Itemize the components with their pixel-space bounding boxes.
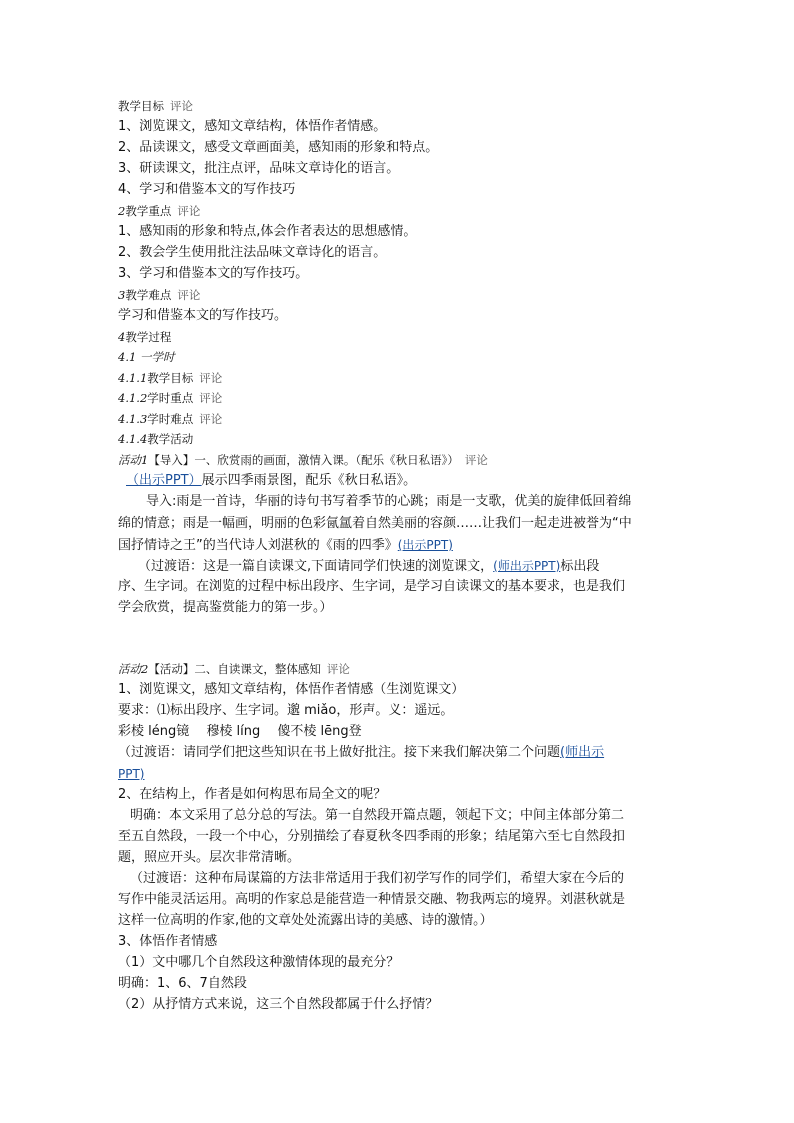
process-subitem	[118, 388, 222, 408]
paragraph-line: 2、在结构上，作者是如何构思布局全文的呢？	[118, 787, 387, 802]
comment-link[interactable]: 评论	[170, 99, 193, 113]
section-title: 教学目标	[147, 371, 194, 385]
paragraph-line: （1）文中哪几个自然段这种激情体现的最充分？	[118, 955, 400, 970]
section-title: 教学目标	[118, 99, 164, 113]
paragraph-text: 标出段	[560, 559, 600, 574]
paragraph-text: 展示四季雨景图，配乐《秋日私语》。	[201, 473, 417, 488]
section-title: 一学时	[139, 350, 175, 364]
goals-heading	[118, 96, 193, 116]
activity-label: 活动1	[118, 453, 149, 467]
comment-link[interactable]: 评论	[326, 662, 350, 676]
comment-link[interactable]: 评论	[199, 412, 223, 426]
paragraph-line	[118, 743, 604, 763]
paragraph-line: 学会欣赏，提高鉴赏能力的第一步。）	[118, 600, 333, 615]
ppt-link[interactable]: (师出示PPT)	[493, 559, 561, 573]
paragraph-line: 要求：⑴标出段序、生字词。邈 miǎo，形声。义：遥远。	[118, 703, 454, 718]
goal-item: 2、品读课文，感受文章画面美，感知雨的形象和特点。	[118, 140, 439, 155]
comment-link[interactable]: 评论	[177, 204, 201, 218]
process-subitem	[118, 368, 222, 388]
paragraph-line	[118, 535, 453, 556]
goal-item: 4、学习和借鉴本文的写作技巧	[118, 182, 296, 197]
paragraph-text: （过渡语：这是一篇自读课文,下面请同学们快速的浏览课文，	[138, 559, 494, 574]
paragraph-text: 国抒情诗之王”的当代诗人刘湛秋的《雨的四季》	[118, 538, 398, 553]
goal-item: 3、研读课文，批注点评，品味文章诗化的语言。	[118, 161, 400, 176]
key-item: 3、学习和借鉴本文的写作技巧。	[118, 266, 309, 281]
paragraph-line	[118, 764, 144, 785]
process-subitem	[118, 429, 193, 449]
key-item: 1、感知雨的形象和特点,体会作者表达的思想感情。	[118, 224, 417, 239]
paragraph-line: 至五自然段，一段一个中心，分别描绘了春夏秋冬四季雨的形象；结尾第六至七自然段扣	[118, 829, 626, 844]
section-title: 教学活动	[147, 432, 194, 446]
paragraph-line: 写作中能灵活运用。高明的作家总是能营造一种情景交融、物我两忘的境界。刘湛秋就是	[118, 892, 626, 907]
paragraph-line: （过渡语：这种布局谋篇的方法非常适用于我们初学写作的同学们，希望大家在今后的	[130, 871, 625, 886]
process-subheading	[118, 347, 174, 367]
section-title: 教学重点	[125, 204, 172, 218]
comment-link[interactable]: 评论	[199, 371, 223, 385]
paragraph-text: （过渡语：请同学们把这些知识在书上做好批注。接下来我们解决第二个问题	[118, 745, 561, 760]
section-number: 4	[118, 330, 126, 344]
paragraph-line: 彩棱 léng镜 穆棱 líng 傻不棱 lēng登	[118, 724, 362, 739]
section-number: 4.1.3	[118, 412, 148, 426]
section-number: 4.1	[118, 350, 137, 364]
difficult-text: 学习和借鉴本文的写作技巧。	[118, 308, 288, 323]
process-subitem	[118, 409, 222, 429]
paragraph-line: 明确：1、6、7自然段	[118, 976, 247, 991]
difficult-heading	[118, 285, 200, 305]
section-number: 2	[118, 204, 126, 218]
section-number: 4.1.1	[118, 371, 148, 385]
section-title: 教学过程	[125, 330, 172, 344]
paragraph-line: 导入:雨是一首诗，华丽的诗句书写着季节的心跳；雨是一支歌，优美的旋律低回着绵	[146, 494, 632, 509]
paragraph-line: 序、生字词。在浏览的过程中标出段序、生字词，是学习自读课文的基本要求，也是我们	[118, 579, 626, 594]
activity-title: 【导入】一、欣赏雨的画面，激情入课。（配乐《秋日私语》）	[148, 453, 459, 467]
comment-link[interactable]: 评论	[177, 288, 201, 302]
ppt-link[interactable]: (师出示	[560, 745, 605, 760]
activity1-line	[126, 471, 416, 491]
paragraph-line: 题，照应开头。层次非常清晰。	[118, 850, 301, 865]
paragraph-line: 3、体悟作者情感	[118, 934, 218, 949]
ppt-link[interactable]: （出示PPT）	[126, 473, 202, 488]
activity-label: 活动2	[118, 662, 149, 676]
section-number: 4.1.2	[118, 391, 148, 405]
key-heading	[118, 201, 200, 221]
paragraph-line: 绵的情意；雨是一幅画，明丽的色彩氤氲着自然美丽的容颜……让我们一起走进被誉为“中	[118, 516, 632, 531]
section-title: 教学难点	[125, 288, 172, 302]
paragraph-line: （2）从抒情方式来说，这三个自然段都属于什么抒情？	[118, 997, 439, 1012]
process-heading	[118, 327, 171, 347]
ppt-link[interactable]: (出示PPT)	[397, 538, 453, 552]
section-title: 学时重点	[147, 391, 194, 405]
comment-link[interactable]: 评论	[199, 391, 223, 405]
section-title: 学时难点	[147, 412, 194, 426]
activity2-heading	[118, 659, 350, 679]
paragraph-line	[138, 556, 599, 577]
section-number: 3	[118, 288, 126, 302]
paragraph-line: 1、浏览课文，感知文章结构，体悟作者情感（生浏览课文）	[118, 682, 465, 697]
key-item: 2、教会学生使用批注法品味文章诗化的语言。	[118, 245, 387, 260]
goal-item: 1、浏览课文，感知文章结构，体悟作者情感。	[118, 119, 387, 134]
comment-link[interactable]: 评论	[464, 453, 488, 467]
ppt-link[interactable]: PPT)	[118, 767, 145, 781]
activity-title: 【活动】二、自读课文，整体感知	[148, 662, 321, 676]
paragraph-line: 明确：本文采用了总分总的写法。第一自然段开篇点题，领起下文；中间主体部分第二	[130, 808, 625, 823]
activity1-heading	[118, 450, 488, 470]
section-number: 4.1.4	[118, 432, 148, 446]
paragraph-line: 这样一位高明的作家,他的文章处处流露出诗的美感、诗的激情。）	[118, 913, 493, 928]
